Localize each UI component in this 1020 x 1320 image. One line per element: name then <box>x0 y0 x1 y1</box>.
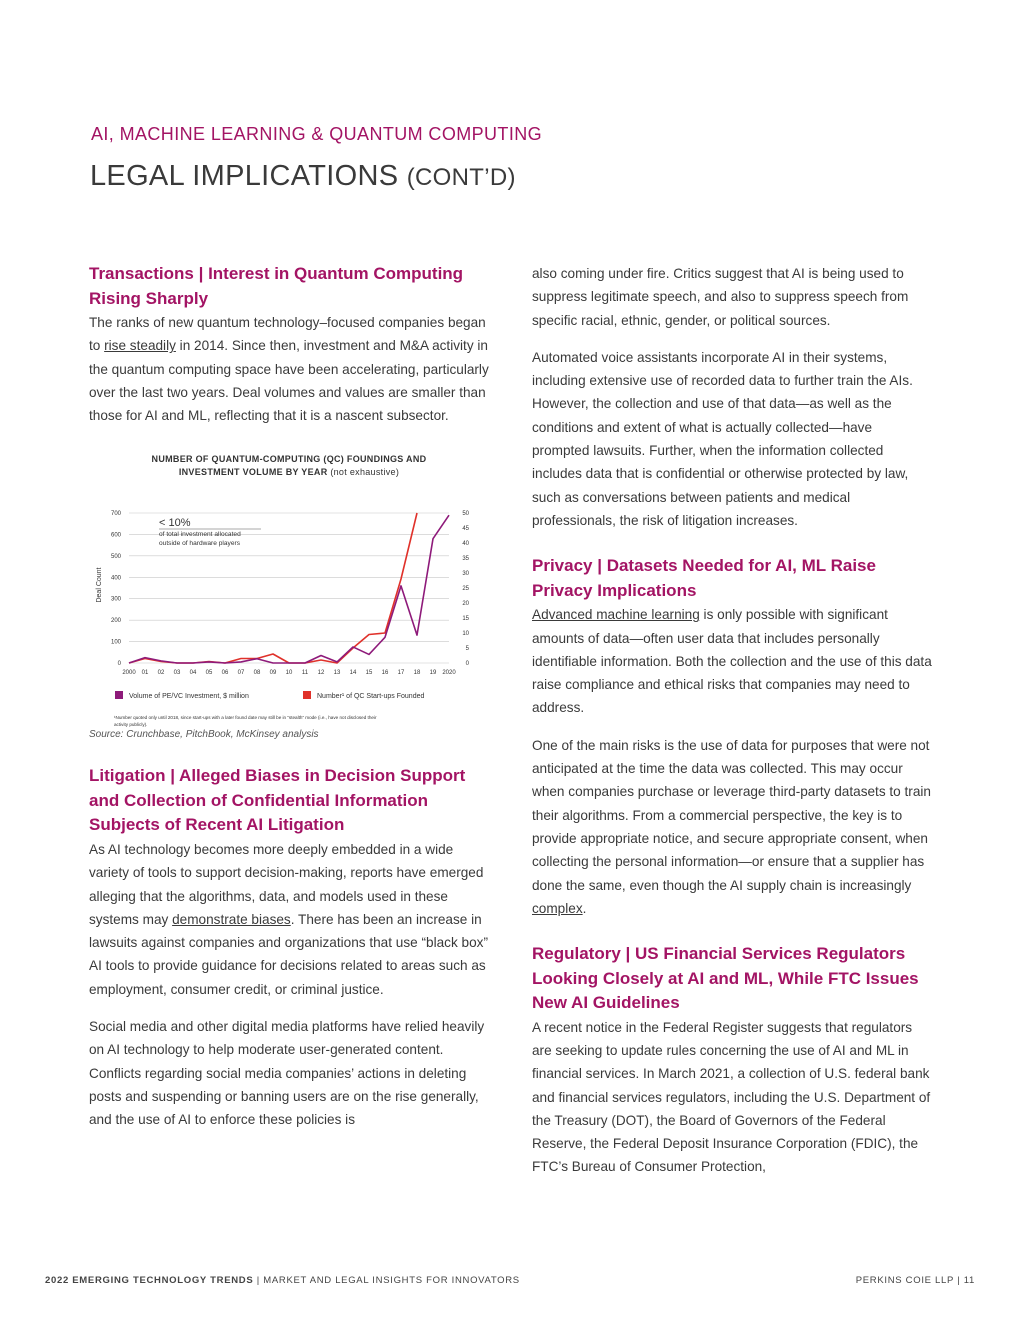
litigation-text-2: . There has been an increase in lawsuits against companies and organizations that use “black box” AI tools to provide guidance for decisions related to areas such as employment, consumer credit, or criminal justice. <box>89 911 488 997</box>
legend-label: Volume of PE/VC Investment, $ million <box>129 693 249 701</box>
x-tick-label: 14 <box>349 670 357 677</box>
chart-y-ticks <box>111 511 122 667</box>
chart-footnote-1: ¹Number quoted only until 2018, since start-ups with a later found date may still be in “stealth” mode (i.e., have not disclosed their <box>114 715 377 721</box>
x-tick-label: 07 <box>237 670 245 677</box>
footer-right: PERKINS COIE LLP | 11 <box>855 1275 975 1286</box>
y-tick-label: 200 <box>110 618 121 625</box>
chart-y-label: Deal Count <box>96 567 103 603</box>
legend-label: Number¹ of QC Start-ups Founded <box>317 693 425 701</box>
privacy-text-2: One of the main risks is the use of data for purposes that were not anticipated at the time the data was collected. This may occur when companies purchase or leverage third-party datasets to train their algorithms. From a commercial perspective, the key is to provide appropriate notice, and secure appropriate consent, when collecting the personal information—or ensure that a supplier has done the same, even though the AI supply chain is increasingly <box>532 737 931 893</box>
chart-title-line-1: NUMBER OF QUANTUM-COMPUTING (QC) FOUNDINGS AND <box>151 454 427 465</box>
x-tick-label: 06 <box>221 670 229 677</box>
privacy-paragraph-2 <box>532 734 932 920</box>
annotation-big: < 10% <box>159 517 191 530</box>
x-tick-label: 12 <box>317 670 325 677</box>
y2-tick-label: 35 <box>462 556 469 563</box>
chart-title-note: (not exhaustive) <box>330 466 400 477</box>
x-tick-label: 09 <box>269 670 277 677</box>
chart-x-ticks <box>122 670 456 676</box>
annotation-small-1: of total investment allocated <box>159 531 241 539</box>
x-tick-label: 08 <box>253 670 261 677</box>
privacy-heading: Privacy | Datasets Needed for AI, ML Raise Privacy Implications <box>532 556 876 600</box>
privacy-text-1: is only possible with significant amounts of data—often user data that includes personally identifiable information. Both the collection and the use of this data raise compliance and ethical risks that companies may need to address. <box>532 607 932 716</box>
x-tick-label: 2000 <box>122 670 136 677</box>
page-title <box>90 160 516 193</box>
section-kicker: AI, MACHINE LEARNING & QUANTUM COMPUTING <box>91 124 543 144</box>
y-tick-label: 600 <box>110 532 121 539</box>
chart-source: Source: Crunchbase, PitchBook, McKinsey analysis <box>89 729 319 741</box>
y2-tick-label: 45 <box>462 526 469 533</box>
footer-firm: PERKINS COIE LLP <box>855 1275 954 1286</box>
x-tick-label: 2020 <box>442 670 456 677</box>
transactions-text-2: in 2014. Since then, investment and M&A activity in the quantum computing space have been accelerating, particularly over the last two years. Deal volumes and values are smaller than those for AI and ML, reflecting that it is a nascent subsector. <box>89 338 489 424</box>
continued-paragraph: also coming under fire. Critics suggest that AI is being used to suppress legitimate speech, and also to suppress speech from specific racial, ethnic, gender, or political sources. <box>532 266 909 328</box>
rise-steadily-link[interactable]: rise steadily <box>104 338 176 354</box>
x-tick-label: 11 <box>301 670 309 677</box>
y-tick-label: 300 <box>110 597 121 604</box>
x-tick-label: 02 <box>157 670 165 677</box>
left-column <box>89 262 489 1132</box>
x-tick-label: 03 <box>173 670 181 677</box>
y-tick-label: 700 <box>110 511 121 518</box>
qc-chart <box>89 453 489 753</box>
complex-link[interactable]: complex <box>532 900 583 916</box>
y2-tick-label: 5 <box>465 646 469 653</box>
x-tick-label: 10 <box>285 670 293 677</box>
x-tick-label: 16 <box>381 670 389 677</box>
litigation-text-1: As AI technology becomes more deeply embedded in a wide variety of tools to support decision-making, reports have emerged alleging that the algorithms, data, and models used in these systems may <box>89 841 484 927</box>
chart-legend <box>115 691 424 700</box>
x-tick-label: 17 <box>397 670 405 677</box>
page-title-main: LEGAL IMPLICATIONS <box>90 160 399 192</box>
voice-assistants-paragraph: Automated voice assistants incorporate AI in their systems, including extensive use of recorded data to further train the AIs. However, the collection and use of that data—as well as the conditions and extent of what is actually collected—have prompted lawsuits. Further, when the information collected includes data that is confidential or otherwise protected by law, such as conversations between patients and medical professionals, the risk of litigation increases. <box>532 349 913 528</box>
regulatory-heading: Regulatory | US Financial Services Regulators Looking Closely at AI and ML, While FTC Issues New AI Guidelines <box>532 944 919 1013</box>
x-tick-label: 18 <box>413 670 421 677</box>
x-tick-label: 13 <box>333 670 341 677</box>
legend-swatch <box>115 691 123 699</box>
y2-tick-label: 0 <box>465 661 469 668</box>
transactions-heading: Transactions | Interest in Quantum Computing Rising Sharply <box>89 264 464 308</box>
chart-title-line-2: INVESTMENT VOLUME BY YEAR <box>178 466 328 477</box>
transactions-text-1: The ranks of new quantum technology–focused companies began to <box>89 315 486 354</box>
x-tick-label: 01 <box>141 670 149 677</box>
y2-tick-label: 20 <box>462 601 469 608</box>
y-tick-label: 500 <box>110 554 121 561</box>
footer-left: 2022 EMERGING TECHNOLOGY TRENDS | MARKET AND LEGAL INSIGHTS FOR INNOVATORS <box>45 1275 520 1286</box>
y2-tick-label: 15 <box>462 616 469 623</box>
chart-y2-ticks <box>462 511 469 667</box>
x-tick-label: 05 <box>205 670 213 677</box>
y-tick-label: 400 <box>110 575 121 582</box>
privacy-text-3: . <box>582 900 587 916</box>
y2-tick-label: 10 <box>462 631 469 638</box>
right-column <box>532 262 932 1179</box>
legend-swatch <box>303 691 311 699</box>
privacy-paragraph-1 <box>532 603 932 719</box>
demonstrate-biases-link[interactable]: demonstrate biases <box>172 911 291 927</box>
advanced-ml-link[interactable]: Advanced machine learning <box>532 607 700 623</box>
regulatory-paragraph: A recent notice in the Federal Register suggests that regulators are seeking to update rules concerning the use of AI and ML in financial services. In March 2021, a collection of U.S. federal bank and financial services regulators, including the U.S. Department of the Treasury (DOT), the Board of Governors of the Federal Reserve, the Federal Deposit Insurance Corporation (FDIC), the FTC’s Bureau of Consumer Protection, <box>532 1019 931 1175</box>
chart-title <box>89 453 489 478</box>
chart-footnote-2: activity publicly). <box>114 722 148 728</box>
litigation-paragraph-2: Social media and other digital media platforms have relied heavily on AI technology to help moderate user-generated content. Conflicts regarding social media companies’ actions in deleting posts and suspending or banning users are on the rise generally, and the use of AI to enforce these policies is <box>89 1019 485 1128</box>
footer-report-subtitle: MARKET AND LEGAL INSIGHTS FOR INNOVATORS <box>263 1275 520 1286</box>
y2-tick-label: 50 <box>462 511 469 518</box>
annotation-small-2: outside of hardware players <box>159 540 241 548</box>
litigation-paragraph-1 <box>89 838 489 1001</box>
transactions-paragraph <box>89 311 489 427</box>
footer-report-title: 2022 EMERGING TECHNOLOGY TRENDS <box>45 1275 254 1286</box>
x-tick-label: 04 <box>189 670 197 677</box>
chart-svg <box>89 483 489 753</box>
y2-tick-label: 30 <box>462 571 469 578</box>
y2-tick-label: 40 <box>462 541 469 548</box>
page-title-suffix: (CONT’D) <box>406 164 516 191</box>
x-tick-label: 15 <box>365 670 373 677</box>
y-tick-label: 100 <box>110 640 121 647</box>
page-number: 11 <box>963 1275 975 1286</box>
y2-tick-label: 25 <box>462 586 469 593</box>
x-tick-label: 19 <box>429 670 437 677</box>
litigation-heading: Litigation | Alleged Biases in Decision Support and Collection of Confidential Information Subjects of Recent AI Litigation <box>89 766 466 835</box>
y-tick-label: 0 <box>117 661 121 668</box>
